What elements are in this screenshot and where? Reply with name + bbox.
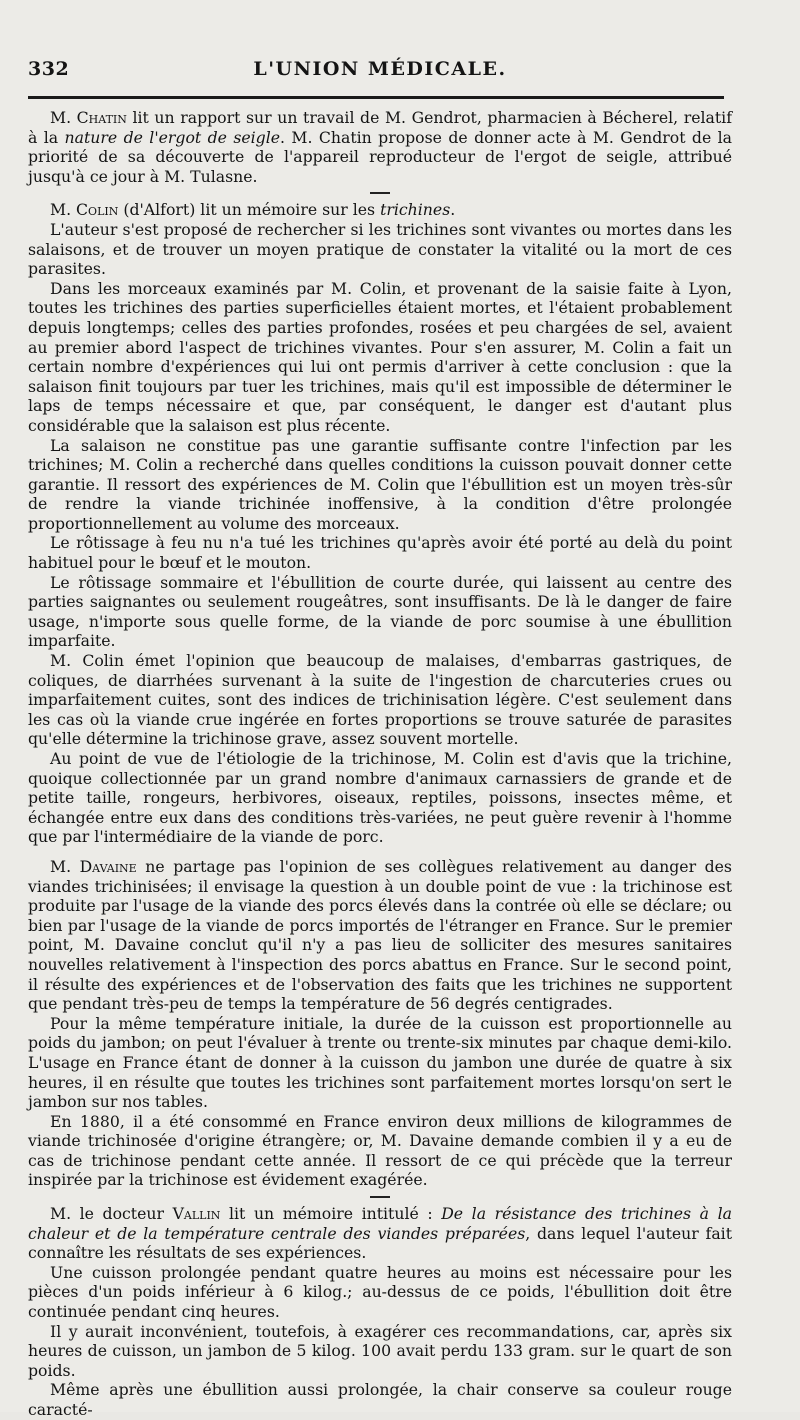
page-number: 332: [28, 58, 70, 80]
paragraph-text: , dans lequel l'auteur fait connaître les résultats de ses expériences.: [28, 1223, 732, 1263]
paragraph-davaine-intro: [28, 857, 732, 1014]
speaker-name: Vallin: [172, 1204, 221, 1224]
paragraph-text: lit un rapport sur un travail de M. Gendrot, pharmacien à Bécherel, relatif à la: [28, 108, 732, 147]
speaker-prefix: M. le docteur: [50, 1204, 173, 1224]
paragraph: Même après une ébullition aussi prolongée, la chair conserve sa couleur rouge caracté-: [28, 1380, 732, 1419]
paragraph: La salaison ne constitue pas une garantie suffisante contre l'infection par les trichines; M. Colin a recherché dans quelles conditions la cuisson pouvait donner cette garantie. Il ressort des expériences de M. Colin que l'ébullition est un moyen très-sûr de rendre la viande trichinée inoffensive, à la condition d'être prolongée proportionnellement au volume des morceaux.: [28, 435, 732, 533]
paragraph: Il y aurait inconvénient, toutefois, à exagérer ces recommandations, car, après six heures de cuisson, un jambon de 5 kilog. 100 avait perdu 133 gram. sur le quart de son poids.: [28, 1321, 732, 1380]
paragraph: Une cuisson prolongée pendant quatre heures au moins est nécessaire pour les pièces d'un poids inférieur à 6 kilog.; au-dessus de ce poids, l'ébullition doit être continuée pendant cinq heures.: [28, 1262, 732, 1322]
paragraph: Le rôtissage à feu nu n'a tué les trichines qu'après avoir été porté au delà du point habituel pour le bœuf et le mouton.: [28, 533, 732, 573]
speaker-name: Chatin: [76, 108, 127, 127]
paragraph: Pour la même température initiale, la durée de la cuisson est proportionnelle au poids du jambon; on peut l'évaluer à trente ou trente-six minutes par chaque demi-kilo. L'usage en France étant de donner à la cuisson du jambon une durée de quatre à six heures, il en résulte que toutes les trichines sont parfaitement mortes lorsqu'on sert le jambon sur nos tables.: [28, 1013, 732, 1112]
header-rule: [28, 96, 724, 99]
paragraph: Au point de vue de l'étiologie de la trichinose, M. Colin est d'avis que la trichine, quoique collectionnée par un grand nombre d'animaux carnassiers de grande et de petite taille, rongeurs, herbivores, oiseaux, reptiles, poissons, insectes même, et échangée entre eux dans des conditions très-variées, ne peut guère revenir à l'homme que par l'intermédiaire de la viande de porc.: [28, 749, 732, 847]
running-title: L'UNION MÉDICALE.: [253, 58, 507, 80]
subject-term: trichines: [380, 200, 451, 220]
paragraph-text: ne partage pas l'opinion de ses collègues relativement au danger des viandes trichinisées; il envisage la question à un double point de vue : la trichinose est produite par l'usage de la viande des porcs élevés dans la contrée où elle se déclare; ou bien par l'usage de la viande de porcs importés de l'étranger en France. Sur le premier point, M. Davaine conclut qu'il n'y a pas lieu de solliciter des mesures sanitaires nouvelles relativement à l'inspection des porcs abattus en France. Sur le second point, il résulte des expériences et de l'observation des faits que les trichines ne supportent que pendant très-peu de temps la température de 56 degrés centigrades.: [28, 856, 732, 1014]
speaker-prefix: M.: [50, 856, 80, 876]
speaker-prefix: M.: [50, 108, 77, 127]
paragraph-text: lit un mémoire intitulé :: [220, 1204, 442, 1224]
paragraph-text: .: [450, 200, 456, 220]
work-title: De la résistance des trichines à la chaleur et de la température centrale des viandes préparées: [28, 1204, 732, 1243]
speaker-prefix: M.: [50, 200, 77, 220]
paragraph-vallin-intro: [28, 1204, 732, 1263]
work-title: nature de l'ergot de seigle: [64, 127, 281, 147]
paragraph-text: (d'Alfort) lit un mémoire sur les: [118, 200, 381, 220]
paragraph: Dans les morceaux examinés par M. Colin, et provenant de la saisie faite à Lyon, toutes les trichines des parties superficielles étaient mortes, et l'étaient probablement depuis longtemps; celles des parties profondes, rosées et peu chargées de sel, avaient au premier abord l'aspect de trichines vivantes. Pour s'en assurer, M. Colin a fait un certain nombre d'expériences qui lui ont permis d'arriver à cette conclusion : que la salaison finit toujours par tuer les trichines, mais qu'il est impossible de déterminer le laps de temps nécessaire et que, par conséquent, le danger est d'autant plus considérable que la salaison est plus récente.: [28, 278, 732, 435]
paragraph: En 1880, il a été consommé en France environ deux millions de kilogrammes de viande trichinosée d'origine étrangère; or, M. Davaine demande combien il y a eu de cas de trichinose pendant cette année. Il ressort de ce qui précède que la terreur inspirée par la trichinose est évidement exagérée.: [28, 1111, 732, 1190]
paragraph: M. Colin émet l'opinion que beaucoup de malaises, d'embarras gastriques, de coliques, de diarrhées survenant à la suite de l'ingestion de charcuteries crues ou imparfaitement cuites, sont des indices de trichinisation légère. C'est seulement dans les cas où la viande crue ingérée en fortes proportions se trouve saturée de parasites qu'elle détermine la trichinose grave, assez souvent mortelle.: [28, 651, 732, 749]
paragraph-text: . M. Chatin propose de donner acte à M. Gendrot de la priorité de sa découverte de l'appareil reproducteur de l'ergot de seigle, attribué jusqu'à ce jour à M. Tulasne.: [28, 127, 732, 186]
paragraph: Le rôtissage sommaire et l'ébullition de courte durée, qui laissent au centre des parties saignantes ou seulement rougeâtres, sont insuffisants. De là le danger de faire usage, n'importe sous quelle forme, de la viande de porc soumise à une ébullition imparfaite.: [28, 572, 732, 651]
speaker-name: Colin: [76, 200, 119, 220]
paragraph-chatin: [28, 108, 732, 186]
page-header: [28, 58, 732, 82]
paragraph-colin-intro: [28, 200, 732, 220]
speaker-name: Davaine: [79, 856, 137, 876]
article-body: [28, 108, 732, 1420]
section-separator: [370, 192, 390, 194]
section-gap: [28, 847, 732, 857]
paragraph: L'auteur s'est proposé de rechercher si les trichines sont vivantes ou mortes dans les salaisons, et de trouver un moyen pratique de constater la vitalité ou la mort de ces parasites.: [28, 219, 732, 279]
section-separator: [370, 1196, 390, 1198]
